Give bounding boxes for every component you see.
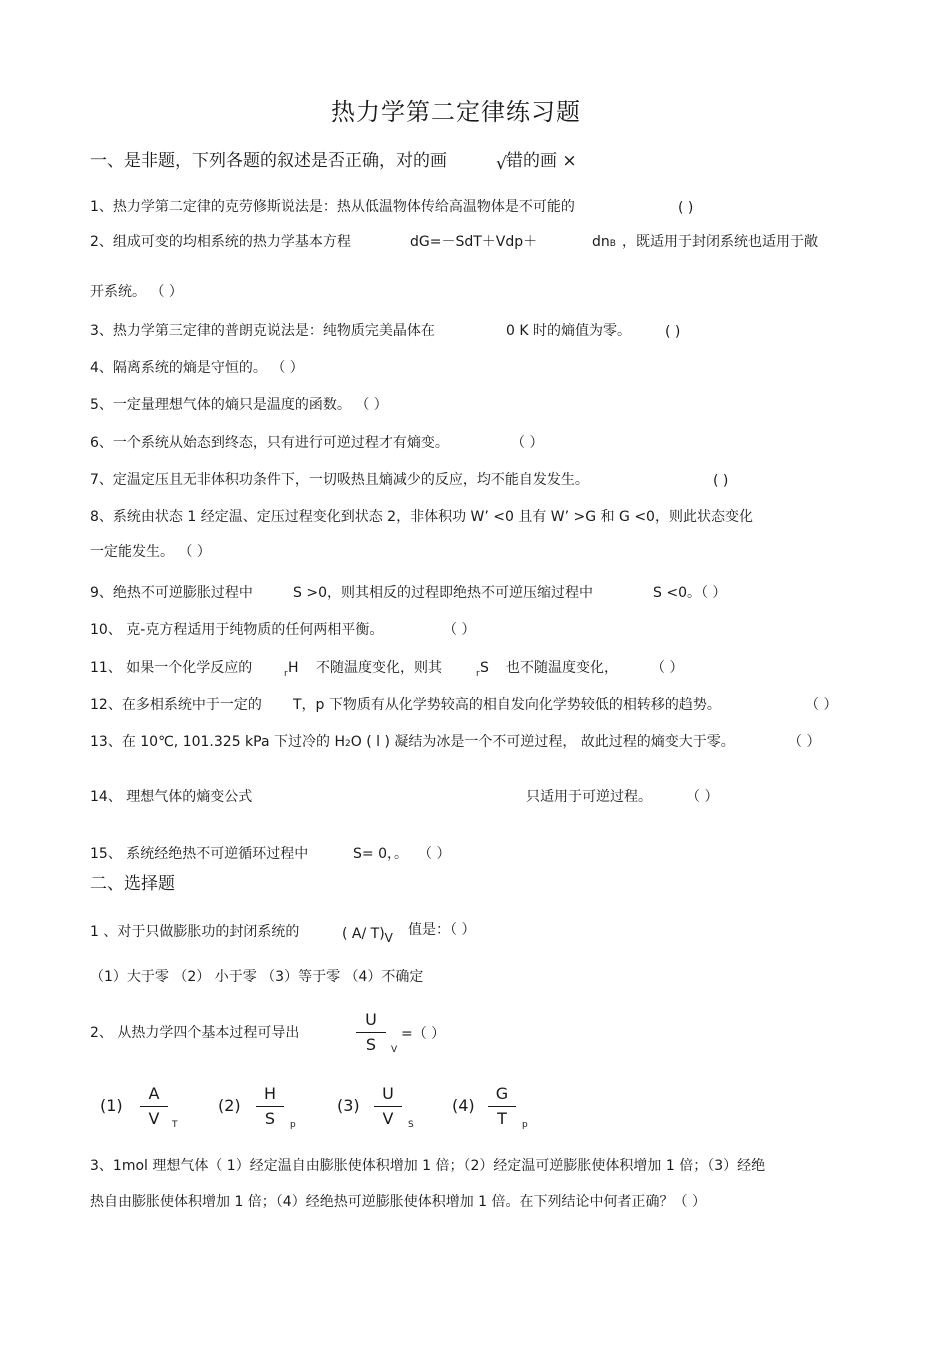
question-12-part-b: T，p 下物质有从化学势较高的相自发向化学势较低的相转移的趋势。 [293,697,721,713]
question-2-equation: dG=－SdT＋Vdp＋ [410,234,538,250]
question-2-part-a: 2、组成可变的均相系统的热力学基本方程 [90,234,351,250]
question-11-part-a: 11、 如果一个化学反应的 [90,660,253,676]
question-10: 10、 克-克方程适用于纯物质的任何两相平衡。 [90,622,384,638]
answer-paren-7: ( ) [713,473,729,489]
question-1: 1、热力学第二定律的克劳修斯说法是：热从低温物体传给高温物体是不可能的 [90,199,575,215]
answer-paren-11: （ ） [651,660,684,676]
page-title: 热力学第二定律练习题 [331,98,581,126]
section1-heading: 一、是非题，下列各题的叙述是否正确，对的画 [90,151,447,171]
question-15-part-a: 15、 系统经绝热不可逆循环过程中 [90,846,309,862]
mc-question-1-part-c: 值是：（ ） [408,922,476,938]
choice-4-label: (4) [452,1096,475,1115]
mc-question-3-line-1: 3、1mol 理想气体（ 1）经定温自由膨胀使体积增加 1 倍；（2）经定温可逆膨胀使体积增加 1 倍；（3）经绝 [90,1158,766,1174]
choice-2-label: (2) [218,1096,241,1115]
question-8-line-1: 8、系统由状态 1 经定温、定压过程变化到状态 2，非体积功 W’ <0 且有 W’ >G 和 G <0，则此状态变化 [90,509,753,525]
choice-3-fraction: U V [374,1084,402,1129]
choice-3-sub: S [408,1120,414,1130]
question-4: 4、隔离系统的熵是守恒的。 （ ） [90,360,304,376]
choice-2-sub: p [290,1120,296,1130]
answer-paren-6: （ ） [511,435,544,451]
question-6: 6、一个系统从始态到终态，只有进行可逆过程才有熵变。 [90,435,449,451]
question-11-part-d: S [480,660,489,676]
mc-question-2-part-a: 2、 从热力学四个基本过程可导出 [90,1025,300,1041]
choice-2-fraction: H S [256,1084,284,1129]
mc-question-1-expr: ( A/ T)V [342,926,393,945]
answer-paren-13: （ ） [788,734,821,750]
check-mark: √ [496,154,507,174]
choice-1-sub: T [172,1120,178,1130]
question-15-part-b: S= 0，。 [353,846,408,862]
question-11-mark-2: r [476,669,480,679]
question-11-part-b: H [288,660,299,676]
question-14-part-a: 14、 理想气体的熵变公式 [90,789,253,805]
question-8-line-2: 一定能发生。 （ ） [90,544,211,560]
section2-heading: 二、选择题 [90,874,175,894]
answer-paren-1: ( ) [678,200,694,216]
question-11-part-e: 也不随温度变化， [506,660,618,676]
question-7: 7、定温定压且无非体积功条件下，一切吸热且熵减少的反应，均不能自发发生。 [90,472,589,488]
mc-question-2-fraction: U S [356,1010,386,1055]
mc-question-1-part-a: 1 、对于只做膨胀功的封闭系统的 [90,924,300,940]
question-14-part-b: 只适用于可逆过程。 [526,789,652,805]
question-13-part-a: 13、在 10℃, 101.325 kPa 下过冷的 H2O ( l ) 凝结为冰是一个不可逆过程， 故此过程的熵变大于零。 [90,734,735,750]
mc-question-2-eq: =（ ） [401,1026,446,1042]
mc-question-3-line-2: 热自由膨胀使体积增加 1 倍；（4）经绝热可逆膨胀使体积增加 1 倍。在下列结论中何者正确？（ ） [90,1194,706,1210]
choice-1-label: (1) [100,1096,123,1115]
question-11-part-c: 不随温度变化，则其 [316,660,442,676]
question-9-part-b: S >0，则其相反的过程即绝热不可逆压缩过程中 [293,585,593,601]
question-2-part-d: ，既适用于封闭系统也适用于敞 [622,234,818,250]
answer-paren-14: （ ） [686,789,719,805]
choice-4-fraction: G T [488,1084,516,1129]
choice-1-fraction: A V [140,1084,168,1129]
question-5: 5、一定量理想气体的熵只是温度的函数。 （ ） [90,397,388,413]
section1-heading-tail: 错的画 × [506,151,577,171]
question-2-part-e: 开系统。 （ ） [90,284,183,300]
question-3-part-b: 0 K 时的熵值为零。 [506,323,631,339]
answer-paren-3: ( ) [665,324,681,340]
answer-paren-12: （ ） [805,697,838,713]
question-12-part-a: 12、在多相系统中于一定的 [90,697,262,713]
choice-4-sub: p [522,1120,528,1130]
question-11-mark-1: r [284,669,288,679]
question-9-part-a: 9、绝热不可逆膨胀过程中 [90,585,253,601]
choice-3-label: (3) [337,1096,360,1115]
answer-paren-15: （ ） [418,846,451,862]
answer-paren-10: （ ） [443,622,476,638]
question-2-dn: dnB [592,234,616,250]
question-9-part-c: S <0。（ ） [653,585,727,601]
mc-question-1-options: （1）大于零 （2） 小于零 （3）等于零 （4）不确定 [90,969,424,985]
mc-question-2-fraction-sub: V [391,1045,398,1055]
question-3-part-a: 3、热力学第三定律的普朗克说法是：纯物质完美晶体在 [90,323,435,339]
